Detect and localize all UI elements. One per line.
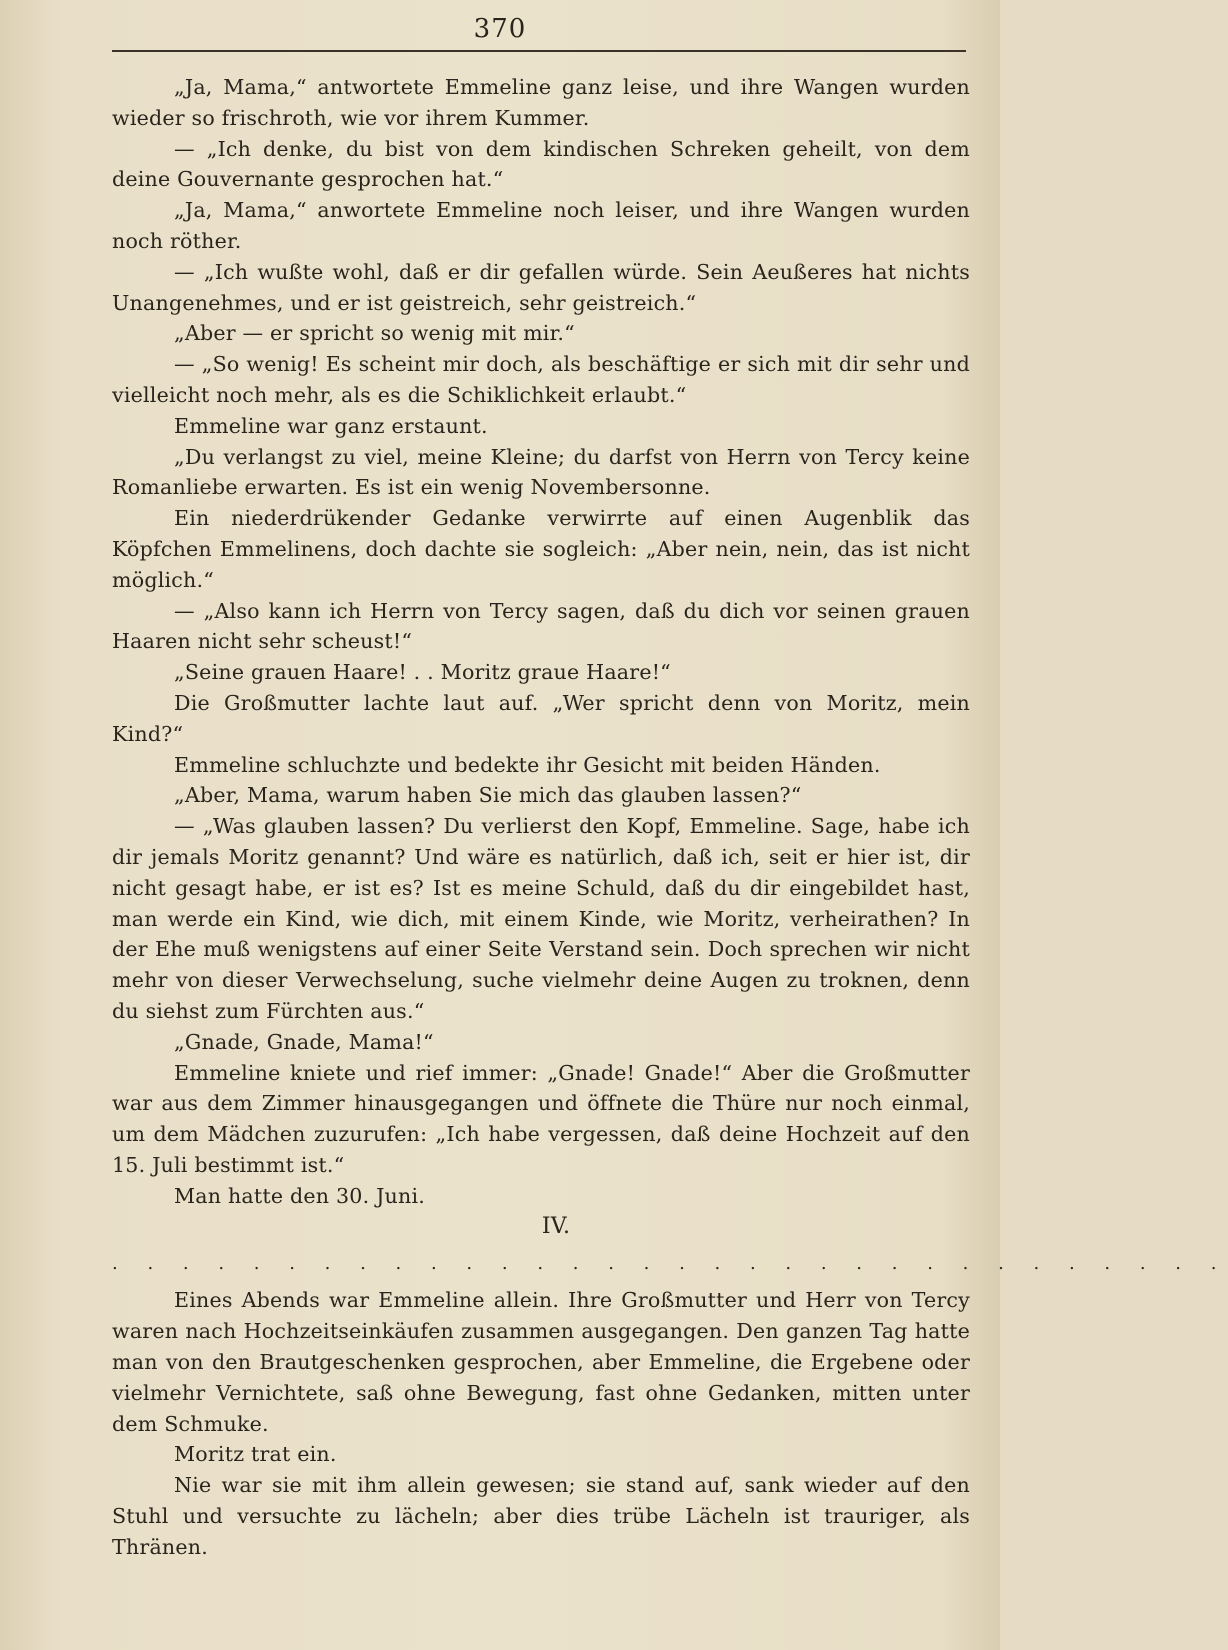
paragraph: „Du verlangst zu viel, meine Kleine; du darfst von Herrn von Tercy keine Romanliebe erwarten. Es ist ein wenig Novembersonne.: [112, 444, 970, 500]
page-number: 370: [473, 14, 527, 44]
paragraph: — „Was glauben lassen? Du verlierst den Kopf, Emmeline. Sage, habe ich dir jemals Moritz genannt? Und wäre es natürlich, daß ich, seit er hier ist, dir nicht gesagt habe, er ist es? Ist es meine Schuld, daß du dir eingebildet hast, man werde ein Kind, wie dich, mit einem Kinde, wie Moritz, verheirathen? In der Ehe muß wenigstens auf einer Seite Verstand sein. Doch sprechen wir nicht mehr von dieser Verwechselung, suche vielmehr deine Augen zu troknen, denn du siehst zum Fürchten aus.“: [112, 814, 970, 1023]
paragraph: — „Ich denke, du bist von dem kindischen Schreken geheilt, von dem deine Gouvernante gesprochen hat.“: [112, 136, 970, 192]
paragraph: — „Ich wußte wohl, daß er dir gefallen würde. Sein Aeußeres hat nichts Unangenehmes, und er ist geistreich, sehr geistreich.“: [112, 259, 970, 315]
paragraph: „Ja, Mama,“ antwortete Emmeline ganz leise, und ihre Wangen wurden wieder so frischroth, wie vor ihrem Kummer.: [112, 75, 970, 130]
paragraph: Die Großmutter lachte laut auf. „Wer spricht denn von Moritz, mein Kind?“: [112, 690, 970, 746]
paragraph: Ein niederdrükender Gedanke verwirrte auf einen Augenblik das Köpfchen Emmelinens, doch dachte sie sogleich: „Aber nein, nein, das ist nicht möglich.“: [112, 506, 970, 592]
paragraph: — „So wenig! Es scheint mir doch, als beschäftige er sich mit dir sehr und vielleicht noch mehr, als es die Schiklichkeit erlaubt.“: [112, 352, 970, 407]
paragraph: Nie war sie mit ihm allein gewesen; sie stand auf, sank wieder auf den Stuhl und versuchte zu lächeln; aber dies trübe Lächeln ist trauriger, als Thränen.: [112, 1473, 970, 1559]
paragraph: Emmeline schluchzte und bedekte ihr Gesicht mit beiden Händen.: [174, 752, 881, 777]
paragraph: „Aber — er spricht so wenig mit mir.“: [174, 321, 575, 346]
body-text: [112, 72, 1228, 1563]
paragraph: „Ja, Mama,“ anwortete Emmeline noch leiser, und ihre Wangen wurden noch röther.: [112, 198, 970, 253]
paragraph: Emmeline kniete und rief immer: „Gnade! Gnade!“ Aber die Großmutter war aus dem Zimmer hinausgegangen und öffnete die Thüre nur noch einmal, um dem Mädchen zuzurufen: „Ich habe vergessen, daß deine Hochzeit auf den 15. Juli bestimmt ist.“: [112, 1060, 970, 1177]
paragraph: „Gnade, Gnade, Mama!“: [174, 1029, 434, 1054]
section-dots: . . . . . . . . . . . . . . . . . . . . . . . . . . . . . . . .: [112, 1253, 1228, 1275]
paragraph: Emmeline war ganz erstaunt.: [174, 413, 488, 438]
paragraph: Man hatte den 30. Juni.: [174, 1183, 425, 1208]
paragraph: Eines Abends war Emmeline allein. Ihre Großmutter und Herr von Tercy waren nach Hochzeitseinkäufen zusammen ausgegangen. Den ganzen Tag hatte man von den Brautgeschenken gesprochen, aber Emmeline, die Ergebene oder vielmehr Vernichtete, saß ohne Bewegung, fast ohne Gedanken, mitten unter dem Schmuke.: [112, 1288, 970, 1436]
paragraph: „Aber, Mama, warum haben Sie mich das glauben lassen?“: [174, 783, 802, 808]
paragraph: — „Also kann ich Herrn von Tercy sagen, daß du dich vor seinen grauen Haaren nicht sehr scheust!“: [112, 598, 970, 654]
paragraph: „Seine grauen Haare! . . Moritz graue Haare!“: [174, 660, 671, 685]
paragraph: Moritz trat ein.: [174, 1442, 337, 1467]
section-heading: IV.: [541, 1214, 571, 1240]
header-rule: [112, 50, 966, 52]
